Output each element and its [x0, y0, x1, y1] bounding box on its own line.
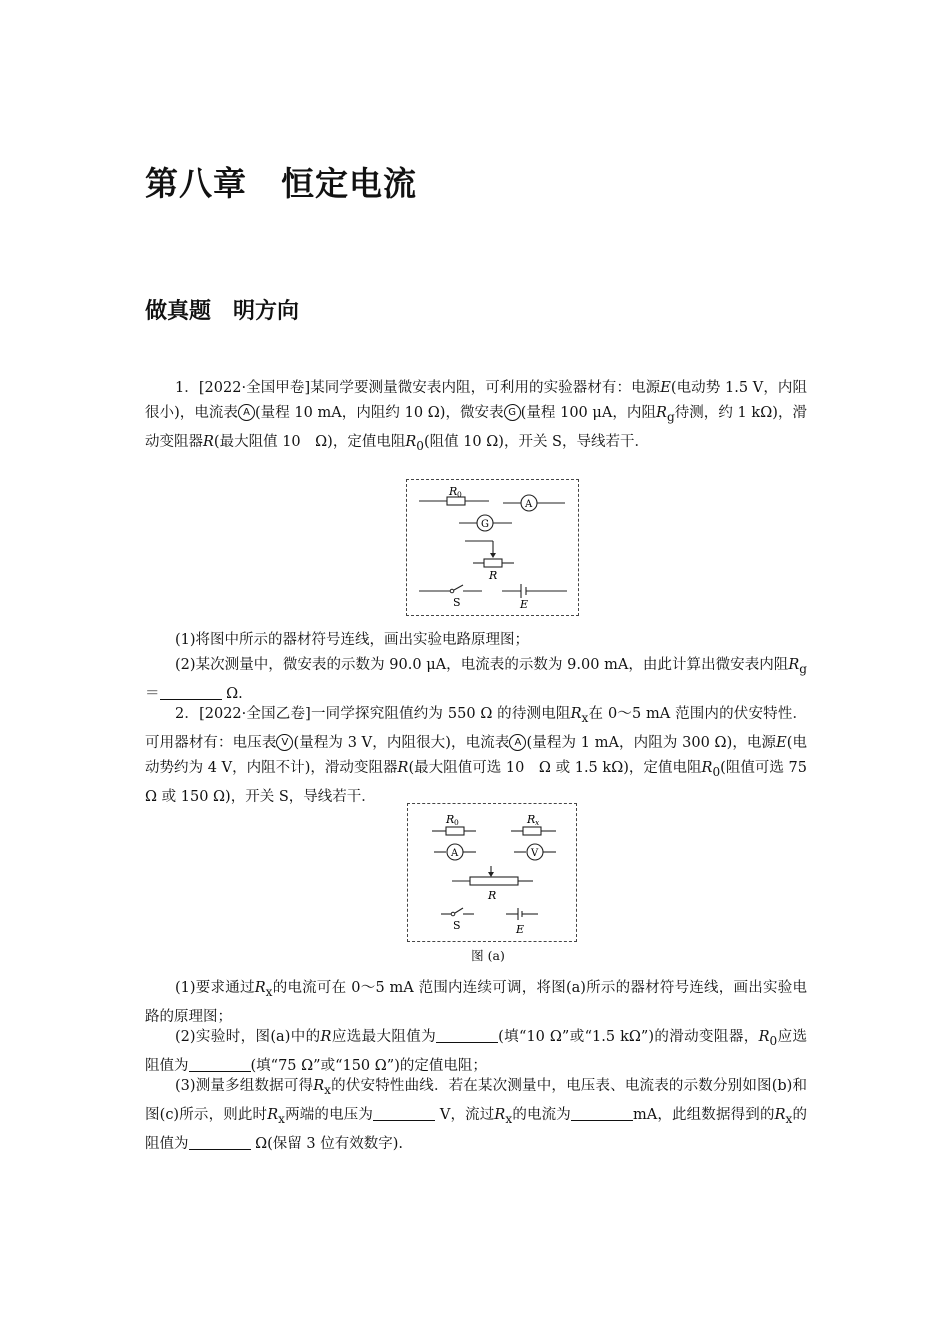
svg-text:x: x [535, 818, 540, 827]
fig2-r-label: R [488, 889, 497, 902]
q2-stem: 2．[2022·全国乙卷]一同学探究阻值约为 550 Ω 的待测电阻$R_x$在 0～5 mA 范围内的伏安特性．可用器材有：电压表 V (量程为 3 V，内阻很大)，电流表 A (量程为 1 mA，内阻为 300 Ω)，电源E(电动势约为 4 V，内阻不计)，滑动变阻器R(最大阻值可选 10 Ω 或 1.5 kΩ)，定值电阻$R_0$(阻值可选 75 Ω 或 150 Ω)，开关 S，导线若干． [145, 706, 808, 805]
fig2-source-label: E [516, 923, 525, 936]
answer-blank[interactable] [189, 1135, 251, 1150]
answer-blank[interactable] [571, 1106, 633, 1121]
q1-sub1: (1)将图中所示的器材符号连线，画出实验电路原理图； [175, 632, 530, 648]
fig2-switch-label: S [453, 919, 461, 932]
fig2-ammeter-label: A [451, 848, 459, 859]
answer-blank[interactable] [189, 1057, 251, 1072]
fig1-r-label: R [489, 569, 498, 582]
q1-source: 1．[2022·全国甲卷] [175, 380, 311, 396]
fig1-switch-label: S [453, 596, 461, 609]
q1-stem: 1．[2022·全国甲卷]某同学要测量微安表内阻，可利用的实验器材有：电源E(电动势 1.5 V，内阻很小)，电流表 A (量程 10 mA，内阻约 10 Ω)，微安表 G (量程 100 μA，内阻$R_g$待测，约 1 kΩ)，滑动变阻器R(最大阻值 10 Ω)，定值电阻$R_0$(阻值 10 Ω)，开关 S，导线若干． [145, 380, 807, 453]
fig2-rx-label: R [527, 813, 536, 826]
figure-2a-caption: 图 (a) [471, 948, 505, 963]
figure-1-circuit-components [406, 479, 579, 616]
q2-sub3: (3)测量多组数据可得$R_x$的伏安特性曲线．若在某次测量中，电压表、电流表的示数分别如图(b)和图(c)所示，则此时$R_x$两端的电压为 V，流过$R_x$的电流为 mA，此组数据得到的$R_x$的阻值为 Ω(保留 3 位有效数字). [145, 1078, 808, 1152]
answer-blank[interactable] [436, 1028, 498, 1043]
svg-text:0: 0 [457, 490, 462, 499]
ammeter-icon: A [238, 404, 255, 421]
q2-sub1: (1)要求通过$R_x$的电流可在 0～5 mA 范围内连续可调，将图(a)所示的器材符号连线，画出实验电路的原理图； [145, 980, 807, 1025]
fig1-galvanometer-label: G [481, 519, 489, 530]
galvanometer-icon: G [504, 404, 521, 421]
svg-text:0: 0 [454, 818, 459, 827]
fig2-voltmeter-label: V [531, 848, 539, 859]
q2-source: 2．[2022·全国乙卷] [175, 706, 311, 722]
q2-sub2: (2)实验时，图(a)中的R应选最大阻值为 (填“10 Ω”或“1.5 kΩ”)的滑动变阻器，$R_0$应选阻值为 (填“75 Ω”或“150 Ω”)的定值电阻； [145, 1029, 808, 1074]
figure-2a-circuit-components [407, 803, 577, 942]
fig1-source-label: E [520, 598, 529, 611]
fig1-r0-label: R [449, 485, 458, 498]
chapter-title: 第八章 恒定电流 [145, 164, 417, 203]
fig1-ammeter-label: A [525, 499, 533, 510]
fig2-r0-label: R [446, 813, 455, 826]
answer-blank[interactable] [160, 685, 222, 700]
ammeter-icon: A [509, 734, 526, 751]
voltmeter-icon: V [276, 734, 293, 751]
section-title: 做真题 明方向 [145, 299, 300, 324]
answer-blank[interactable] [373, 1106, 435, 1121]
q1-sub2: (2)某次测量中，微安表的示数为 90.0 μA，电流表的示数为 9.00 mA，由此计算出微安表内阻$R_g= \Omega$. [145, 657, 807, 702]
